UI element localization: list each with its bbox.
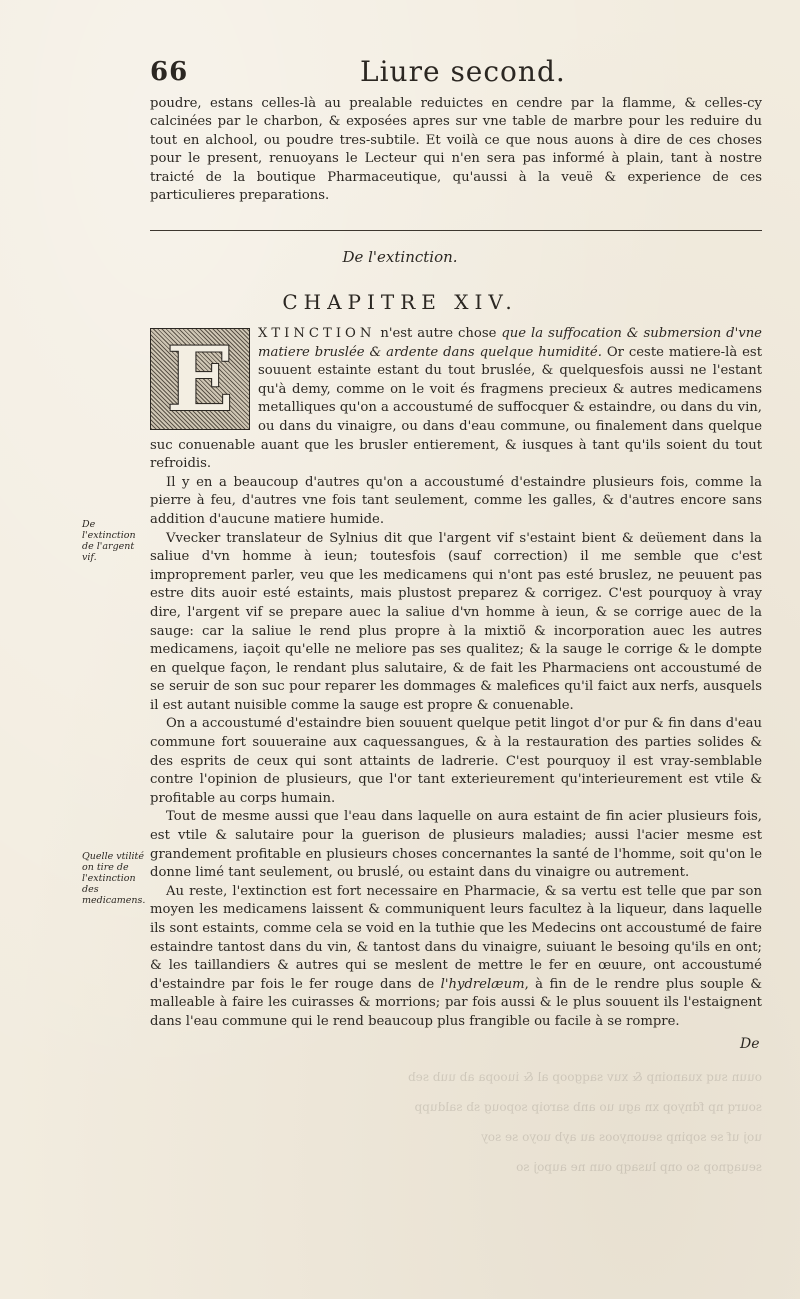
show-through-line: sourq np fdnyop xn agu uo anb saroip sopoug sb saldupp: [414, 1100, 762, 1114]
p6-text: Au reste, l'extinction est fort necessaire en Pharmacie, & sa vertu est telle que par son moyen les medicamens laissent & communiquent leurs facultez à la liqueur, dans laquelle ils sont estaints, comme cela se void en la tuthie que les Medecins ont accoustumé de faire estaindre tantost dans du vin, & tantost dans du vinaigre, suiuant le besoing qu'ils en ont; & les taillandiers & autres qui se meslent de mettre le fer en œuure, ont accoustumé d'estaindre par fois le fer rouge dans de: [150, 883, 762, 992]
dropcap-ornament: [150, 328, 250, 430]
chapter-body: [150, 325, 762, 1032]
chapter-paragraph-4: On a accoustumé d'estaindre bien souuent quelque petit lingot d'or pur & fin dans d'eau commune fort souueraine aux caquessangues, & à la restauration des parties solides & des esprits de ceux qui sont attaints de ladrerie. C'est pourquoy il est vray-semblable contre l'opinion de plusieurs, que l'or tant exterieurement qu'interieurement est vtile & profitable au corps humain.: [150, 716, 762, 806]
margin-note-vtilite: Quelle vtilité on tire de l'extinction des medicamens.: [82, 851, 146, 906]
show-through-line: uoj uf se sopinp seuonyoos au ayb uoyo se soy: [481, 1130, 762, 1144]
opening-words: XTINCTION: [258, 326, 376, 341]
chapter-paragraph-3: Vvecker translateur de Sylnius dit que l'argent vif s'estaint bient & deüement dans la saliue d'vn homme à ieun; toutesfois (sauf correction) il me semble que c'est improprement parler, veu que les medicamens qui n'ont pas esté bruslez, ne peuuent pas estre dits auoir esté estaints, mais plustost preparez & corrigez. C'est pourquoy à vray dire, l'argent vif se prepare auec la saliue d'vn homme à ieun, & se corrige auec de la sauge: car la saliue le rend plus propre à la mixtiõ & incorporation auec les autres medicamens, iaçoit qu'elle ne meliore pas ses qualitez; & la sauge le corrige & le dompte en quelque façon, le rendant plus salutaire, & de fait les Pharmaciens ont accoustumé de se seruir de son suc pour reparer les dommages & malefices qu'il faict aux nerfs, ausquels il est autant nuisible comme la sauge est propre & conuenable.: [150, 530, 762, 713]
chapter-title: CHAPITRE XIV.: [282, 290, 518, 314]
page-number: 66: [150, 57, 189, 87]
chapter-paragraph-1: [150, 325, 762, 474]
p1-definition: que la suffocation & submersion d'vne matiere bruslée & ardente dans quelque humidité.: [258, 326, 762, 360]
show-through-line: ouun suq xuanoinp & xuv saqgoop al & iuoopa ab uub seb: [408, 1070, 762, 1084]
p1-lead: n'est autre chose: [375, 326, 502, 341]
p6-italic-term: l'hydrelæum: [440, 976, 525, 992]
margin-note-argent-vif: De l'extinction de l'argent vif.: [82, 519, 136, 563]
p1-rest: Or ceste matiere-là est souuent estainte estant du tout bruslée, & quelquesfois aussi ne l'estant qu'à demy, comme on le voit és fragmens precieux & autres medicamens metalliques qu'on a accoustumé de suffocquer & estaindre, ou dans du vin, ou dans du vinaigre, ou dans d'eau commune, ou finalement dans quelque suc conuenable auant que les brusler entierement, & iusques à tant qu'ils soient du tout refroidis.: [150, 344, 762, 472]
page-header: [150, 55, 770, 93]
running-head: Liure second.: [360, 55, 566, 88]
top-paragraph: poudre, estans celles-là au prealable reduictes en cendre par la flamme, & celles-cy calcinées par le charbon, & exposées apres sur vne table de marbre pour les reduire du tout en alchool, ou poudre tres-subtile. Et voilà ce que nous auons à dire de ces choses pour le present, renuoyans le Lecteur qui n'en sera pas informé à plain, tant à nostre traicté de la boutique Pharmaceutique, qu'aussi à la veuë & experience de ces particulieres preparations.: [150, 96, 762, 204]
chapter-paragraph-6: [150, 883, 762, 1032]
section-rule: [150, 230, 762, 231]
section-title: De l'extinction.: [342, 248, 458, 266]
chapter-paragraph-2: Il y en a beaucoup d'autres qu'on a accoustumé d'estaindre plusieurs fois, comme la pierre à feu, d'autres vne fois tant seulement, comme les galles, & d'autres encore sans addition d'aucune matiere humide.: [150, 474, 762, 527]
dropcap-letter: E: [166, 327, 234, 431]
chapter-paragraph-5: Tout de mesme aussi que l'eau dans laquelle on aura estaint de fin acier plusieurs fois, est vtile & salutaire pour la guerison de plusieurs maladies; aussi l'acier mesme est grandement profitable en plusieurs choses concernantes la santé de l'homme, soit qu'on le donne limé tant seulement, ou bruslé, ou estaint dans du vinaigre ou autrement.: [150, 809, 762, 881]
show-through-line: seuagnop so onp lusaqp oun ne aupoj so: [516, 1160, 762, 1174]
p6-rest: , à fin de le rendre plus souple & malleable à faire les cuirasses & morrions; par fois aussi & le plus souuent ils l'estaignent dans l'eau commune qui le rend beaucoup plus frangible ou facile à se rompre.: [150, 976, 762, 1029]
catchword: De: [740, 1036, 760, 1052]
